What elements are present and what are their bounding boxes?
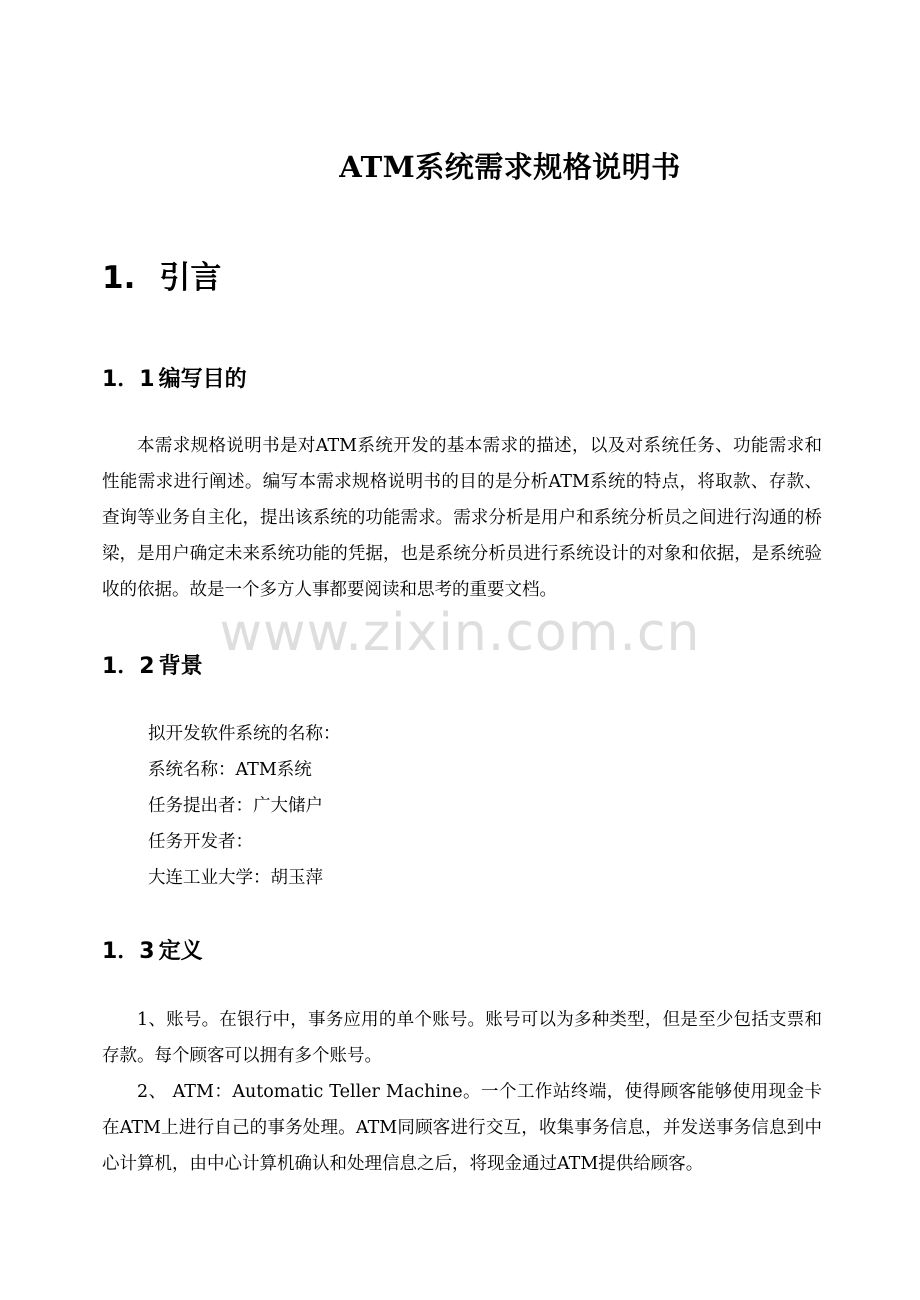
section-1-2-number: 1．2 [102, 654, 155, 679]
background-line: 拟开发软件系统的名称： [148, 724, 341, 744]
definition-paragraph: 1、账号。在银行中，事务应用的单个账号。账号可以为多种类型，但是至少包括支票和存款。每个顾客可以拥有多个账号。 [102, 1010, 822, 1066]
section-1-title: 引言 [159, 260, 222, 296]
section-1-3-title: 定义 [158, 939, 203, 964]
section-1-number: 1. [102, 260, 136, 296]
definition-paragraph: 2、 ATM：Automatic Teller Machine。一个工作站终端，使得顾客能够使用现金卡在ATM上进行自己的事务处理。ATM同顾客进行交互，收集事务信息，并发送事务信息到中心计算机，由中心计算机确认和处理信息之后，将现金通过ATM提供给顾客。 [102, 1082, 822, 1174]
section-1-2-heading [102, 649, 203, 680]
watermark: www.zixin.com.cn [219, 603, 701, 663]
background-line: 任务开发者： [148, 832, 253, 852]
section-1-3-heading [102, 934, 203, 965]
background-line: 系统名称：ATM系统 [148, 760, 312, 780]
background-line: 任务提出者：广大储户 [148, 796, 323, 816]
section-1-3-number: 1．3 [102, 939, 155, 964]
section-1-1-heading [102, 362, 247, 393]
section-1-1-number: 1．1 [102, 367, 155, 392]
section-1-2-title: 背景 [158, 654, 203, 679]
section-1-heading [102, 252, 221, 297]
section-1-1-title: 编写目的 [158, 367, 247, 392]
purpose-paragraph: 本需求规格说明书是对ATM系统开发的基本需求的描述，以及对系统任务、功能需求和性能需求进行阐述。编写本需求规格说明书的目的是分析ATM系统的特点，将取款、存款、查询等业务自主化，提出该系统的功能需求。需求分析是用户和系统分析员之间进行沟通的桥梁，是用户确定未来系统功能的凭据，也是系统分析员进行系统设计的对象和依据，是系统验收的依据。故是一个多方人事都要阅读和思考的重要文档。 [102, 436, 822, 600]
document-title: ATM系统需求规格说明书 [339, 150, 681, 184]
background-line: 大连工业大学：胡玉萍 [148, 868, 323, 888]
